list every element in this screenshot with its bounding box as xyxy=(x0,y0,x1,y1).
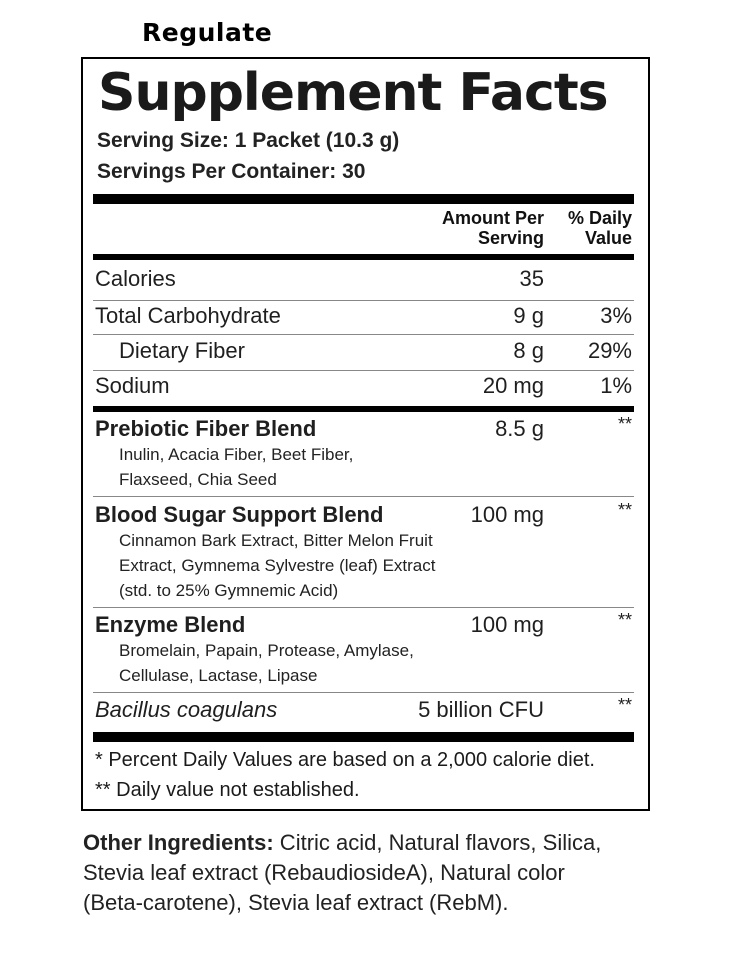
row-amount: 35 xyxy=(519,266,544,291)
row-name: Total Carbohydrate xyxy=(95,303,281,328)
daily-value-header: % Daily Value xyxy=(567,208,632,248)
other-ingredients-label: Other Ingredients: xyxy=(83,830,274,855)
blend-name: Enzyme Blend xyxy=(95,612,246,637)
row-divider xyxy=(93,496,634,497)
row-dv: 29% xyxy=(587,338,632,363)
row-name: Sodium xyxy=(95,373,170,398)
blend-ingredients: Bromelain, Papain, Protease, Amylase, Cellulase, Lactase, Lipase xyxy=(119,641,414,685)
thick-divider xyxy=(93,194,634,204)
blend-dv: ** xyxy=(617,610,632,630)
row-divider xyxy=(93,692,634,693)
blend-amount: 100 mg xyxy=(470,502,544,527)
supplement-facts-panel xyxy=(81,57,650,811)
medium-divider xyxy=(93,254,634,260)
serving-size: Serving Size: 1 Packet (10.3 g) xyxy=(97,129,400,152)
row-amount: 20 mg xyxy=(482,373,544,398)
amount-per-serving-header: Amount Per Serving xyxy=(441,208,544,248)
footnote-not-established: ** Daily value not established. xyxy=(95,779,360,801)
blend-dv: ** xyxy=(617,414,632,434)
blend-ingredients: Cinnamon Bark Extract, Bitter Melon Fruit Extract, Gymnema Sylvestre (leaf) Extract (std. to 25% Gymnemic Acid) xyxy=(119,531,436,600)
footnote-daily-values: * Percent Daily Values are based on a 2,000 calorie diet. xyxy=(95,749,595,771)
row-divider xyxy=(93,607,634,608)
row-name: Dietary Fiber xyxy=(119,338,245,363)
row-amount: 9 g xyxy=(513,303,544,328)
row-name: Calories xyxy=(95,266,176,291)
row-divider xyxy=(93,370,634,371)
blend-dv: ** xyxy=(617,500,632,520)
blend-name: Bacillus coagulans xyxy=(95,697,278,722)
row-dv: 3% xyxy=(600,303,632,328)
blend-name: Prebiotic Fiber Blend xyxy=(95,416,317,441)
row-divider xyxy=(93,334,634,335)
thick-divider xyxy=(93,732,634,742)
blend-amount: 5 billion CFU xyxy=(418,697,544,722)
blend-amount: 100 mg xyxy=(470,612,544,637)
row-dv: 1% xyxy=(600,373,632,398)
blend-name: Blood Sugar Support Blend xyxy=(95,502,384,527)
servings-per-container: Servings Per Container: 30 xyxy=(97,160,366,183)
blend-dv: ** xyxy=(617,695,632,715)
medium-divider xyxy=(93,406,634,412)
row-divider xyxy=(93,300,634,301)
other-ingredients xyxy=(83,828,623,918)
brand-name: Regulate xyxy=(142,18,273,47)
row-amount: 8 g xyxy=(513,338,544,363)
blend-ingredients: Inulin, Acacia Fiber, Beet Fiber, Flaxseed, Chia Seed xyxy=(119,445,354,489)
other-ingredients-text: Citric acid, Natural flavors, Silica, Stevia leaf extract (RebaudiosideA), Natural color (Beta-carotene), Stevia leaf extract (RebM). xyxy=(83,830,602,915)
panel-title: Supplement Facts xyxy=(98,63,608,123)
blend-amount: 8.5 g xyxy=(495,416,544,441)
